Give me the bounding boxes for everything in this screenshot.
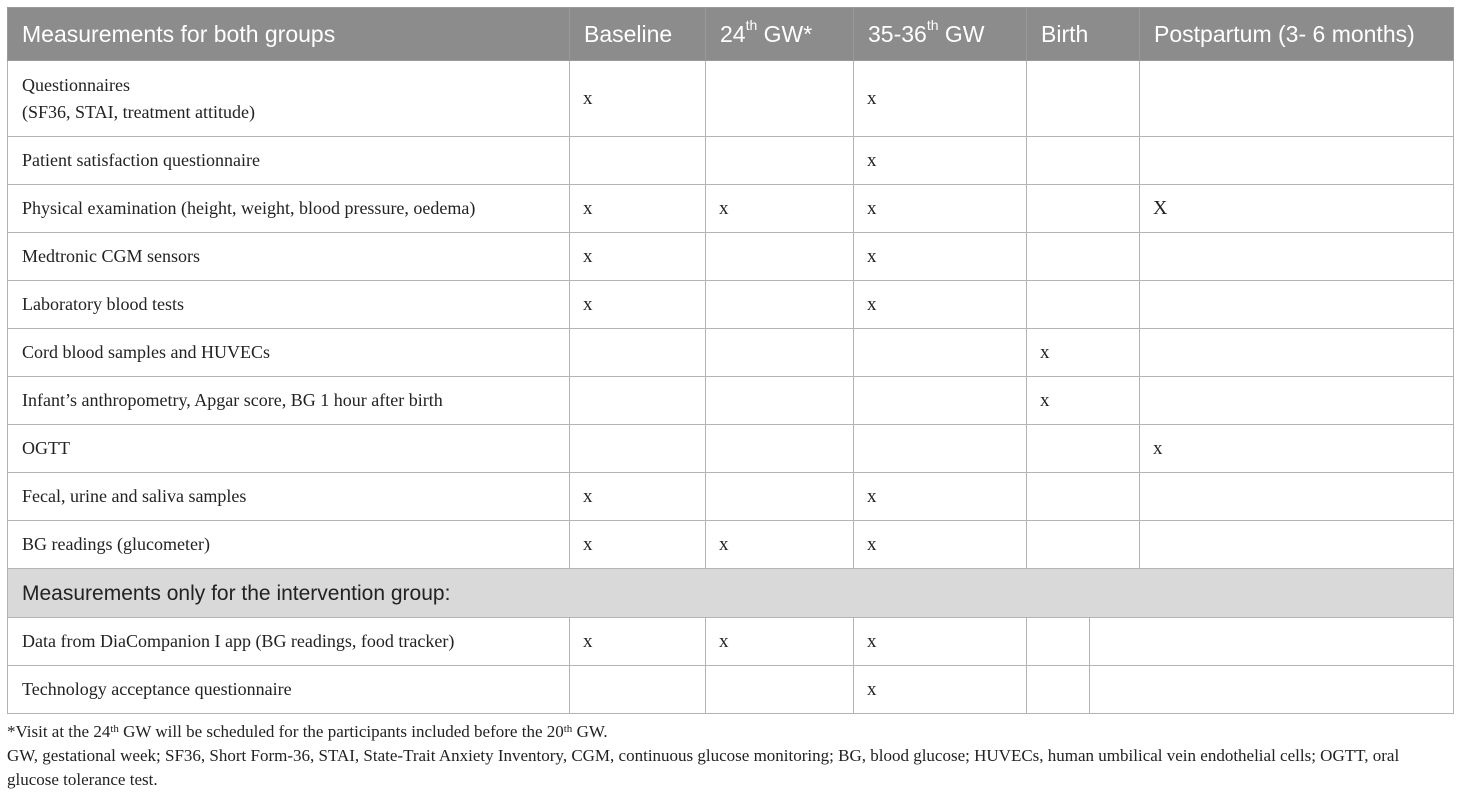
table-row: [8, 425, 1454, 473]
cell-birth: [1027, 233, 1140, 281]
cell-postpartum: x: [1140, 425, 1454, 473]
cell-35-36gw: [854, 425, 1027, 473]
cell-baseline: x: [570, 521, 706, 569]
table-row: [8, 61, 1454, 137]
measurements-table: [7, 7, 1454, 714]
cell-35-36gw: [854, 329, 1027, 377]
cell-24gw: [706, 281, 854, 329]
cell-24gw: x: [706, 618, 854, 666]
cell-24gw: [706, 377, 854, 425]
cell-35-36gw: x: [854, 666, 1027, 714]
cell-baseline: [570, 329, 706, 377]
table-row: [8, 521, 1454, 569]
cell-35-36gw: x: [854, 137, 1027, 185]
cell-birth: [1027, 425, 1140, 473]
section-title: Measurements only for the intervention group:: [8, 569, 1454, 618]
table-row: [8, 618, 1454, 666]
cell-empty: [1090, 666, 1454, 714]
cell-postpartum: [1140, 137, 1454, 185]
footnote-abbreviations: GW, gestational week; SF36, Short Form-36, STAI, State-Trait Anxiety Inventory, CGM, continuous glucose monitoring; BG, blood glucose; HUVECs, human umbilical vein endothelial cells; OGTT, oral glucose tolerance test.: [7, 746, 1400, 789]
cell-35-36gw: x: [854, 233, 1027, 281]
row-label: OGTT: [8, 425, 570, 473]
cell-baseline: x: [570, 618, 706, 666]
table-row: [8, 329, 1454, 377]
table-row: [8, 185, 1454, 233]
cell-birth: [1027, 281, 1140, 329]
table-row: [8, 377, 1454, 425]
cell-24gw: [706, 329, 854, 377]
table-row: [8, 233, 1454, 281]
header-measurements: Measurements for both groups: [8, 8, 570, 61]
cell-birth: [1027, 185, 1140, 233]
cell-24gw: [706, 233, 854, 281]
cell-birth: [1027, 61, 1140, 137]
table-row: [8, 666, 1454, 714]
cell-birth: x: [1027, 377, 1140, 425]
cell-24gw: x: [706, 521, 854, 569]
cell-24gw: [706, 425, 854, 473]
table-header-row: [8, 8, 1454, 61]
row-label: Laboratory blood tests: [8, 281, 570, 329]
row-label: Fecal, urine and saliva samples: [8, 473, 570, 521]
cell-35-36gw: x: [854, 521, 1027, 569]
cell-birth: [1027, 137, 1140, 185]
cell-baseline: x: [570, 473, 706, 521]
row-label: Patient satisfaction questionnaire: [8, 137, 570, 185]
header-baseline: Baseline: [570, 8, 706, 61]
cell-35-36gw: x: [854, 61, 1027, 137]
cell-postpartum: [1140, 281, 1454, 329]
table-row: [8, 137, 1454, 185]
header-35-36gw: 35-36th GW: [854, 8, 1027, 61]
cell-24gw: x: [706, 185, 854, 233]
cell-empty: [1027, 666, 1090, 714]
cell-empty: [1090, 618, 1454, 666]
cell-postpartum: [1140, 329, 1454, 377]
cell-postpartum: [1140, 377, 1454, 425]
cell-baseline: x: [570, 185, 706, 233]
cell-35-36gw: x: [854, 281, 1027, 329]
row-label: Cord blood samples and HUVECs: [8, 329, 570, 377]
cell-baseline: [570, 137, 706, 185]
cell-24gw: [706, 137, 854, 185]
cell-baseline: [570, 377, 706, 425]
cell-postpartum: X: [1140, 185, 1454, 233]
footnote-visit: *Visit at the 24th GW will be scheduled for the participants included before the 20th GW.: [7, 722, 608, 741]
table-row: [8, 473, 1454, 521]
cell-birth: x: [1027, 329, 1140, 377]
cell-postpartum: [1140, 233, 1454, 281]
cell-birth: [1027, 521, 1140, 569]
cell-baseline: x: [570, 233, 706, 281]
cell-24gw: [706, 666, 854, 714]
cell-postpartum: [1140, 521, 1454, 569]
cell-postpartum: [1140, 61, 1454, 137]
cell-24gw: [706, 473, 854, 521]
header-birth: Birth: [1027, 8, 1140, 61]
footnotes: [7, 720, 1453, 792]
cell-35-36gw: x: [854, 473, 1027, 521]
header-postpartum: Postpartum (3- 6 months): [1140, 8, 1454, 61]
row-label: Questionnaires (SF36, STAI, treatment attitude): [8, 61, 570, 137]
table-row: [8, 281, 1454, 329]
cell-baseline: [570, 666, 706, 714]
cell-postpartum: [1140, 473, 1454, 521]
header-24gw: 24th GW*: [706, 8, 854, 61]
row-label: Technology acceptance questionnaire: [8, 666, 570, 714]
row-label: BG readings (glucometer): [8, 521, 570, 569]
cell-birth: [1027, 473, 1140, 521]
row-label: Physical examination (height, weight, blood pressure, oedema): [8, 185, 570, 233]
row-label: Infant’s anthropometry, Apgar score, BG 1 hour after birth: [8, 377, 570, 425]
cell-baseline: x: [570, 281, 706, 329]
cell-35-36gw: [854, 377, 1027, 425]
cell-35-36gw: x: [854, 618, 1027, 666]
cell-baseline: x: [570, 61, 706, 137]
row-label: Data from DiaCompanion I app (BG readings, food tracker): [8, 618, 570, 666]
cell-baseline: [570, 425, 706, 473]
row-label: Medtronic CGM sensors: [8, 233, 570, 281]
cell-35-36gw: x: [854, 185, 1027, 233]
document: [7, 7, 1453, 792]
cell-empty: [1027, 618, 1090, 666]
cell-24gw: [706, 61, 854, 137]
section-header-row: [8, 569, 1454, 618]
